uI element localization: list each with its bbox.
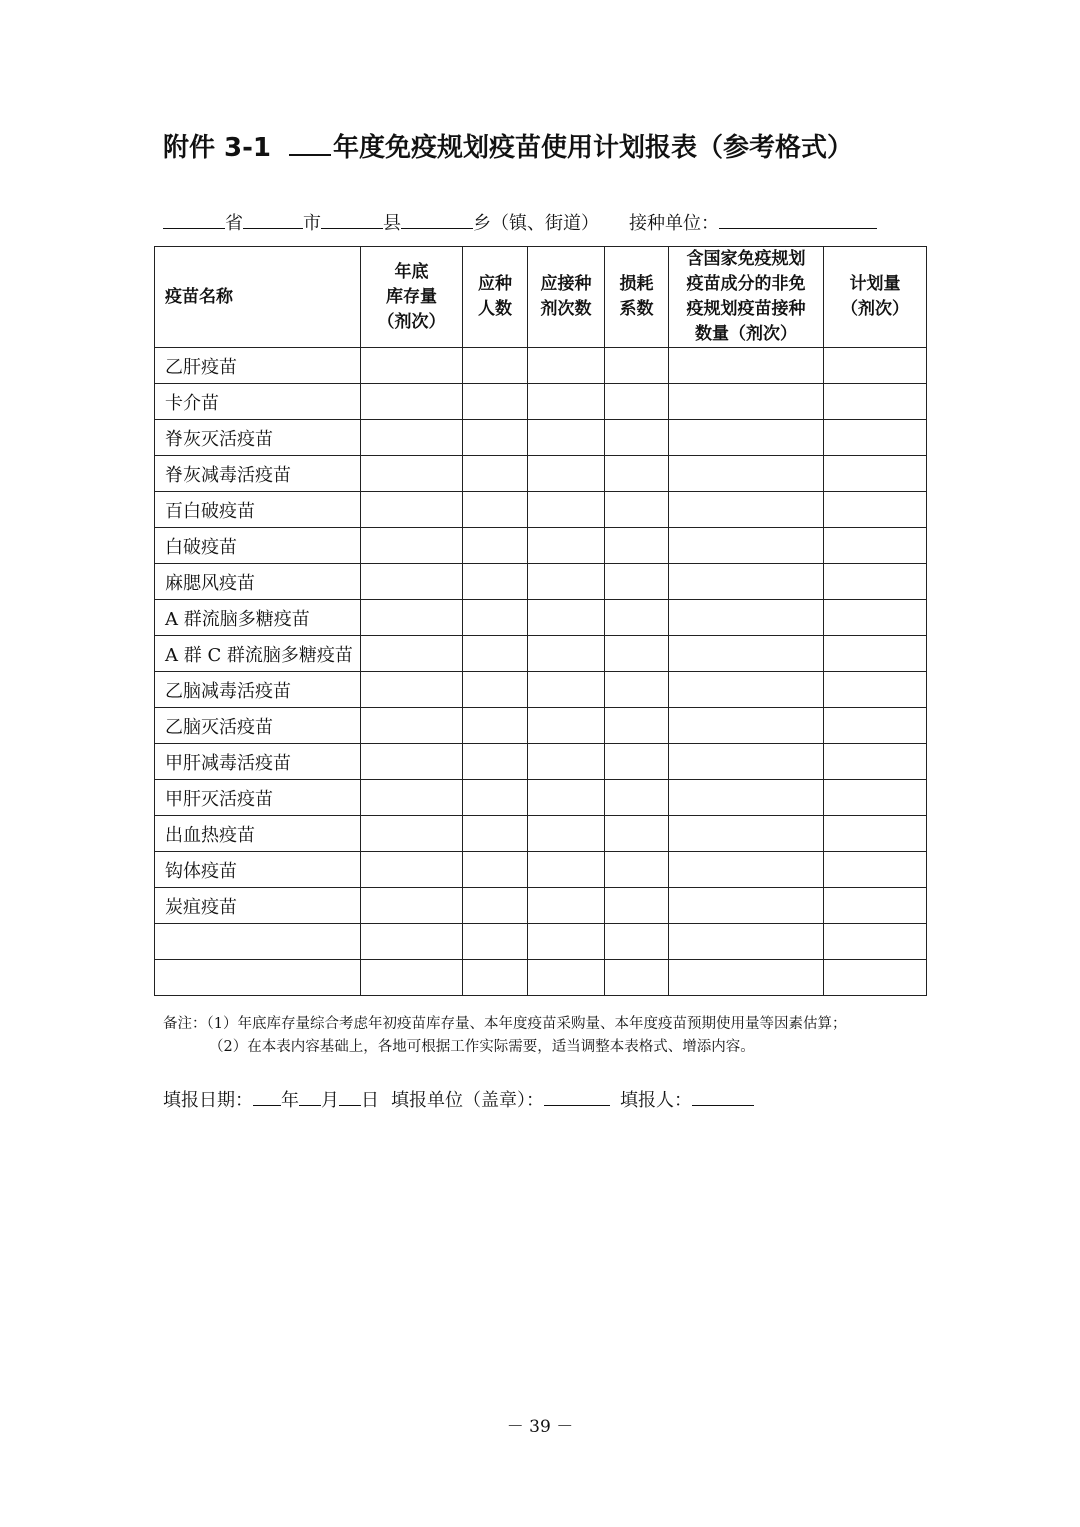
input-cell[interactable] [824, 708, 927, 744]
vaccine-name-cell: 脊灰灭活疫苗 [155, 420, 361, 456]
table-row [155, 744, 927, 780]
column-header-line: 疫规划疫苗接种 [686, 299, 806, 319]
vaccination-unit-blank [719, 208, 877, 229]
input-cell[interactable] [605, 780, 669, 816]
input-cell[interactable] [824, 456, 927, 492]
input-cell[interactable] [605, 636, 669, 672]
input-cell[interactable] [824, 816, 927, 852]
input-cell[interactable] [361, 852, 463, 888]
input-cell[interactable] [669, 672, 824, 708]
table-row [155, 492, 927, 528]
input-cell[interactable] [824, 384, 927, 420]
input-cell[interactable] [463, 852, 528, 888]
input-cell[interactable] [528, 636, 605, 672]
month-label: 月 [321, 1090, 339, 1111]
vaccine-name-cell: 百白破疫苗 [155, 492, 361, 528]
city-blank [243, 208, 303, 229]
input-cell[interactable] [463, 456, 528, 492]
column-header-line: 疫苗成分的非免 [686, 274, 806, 294]
input-cell[interactable] [463, 348, 528, 384]
town-blank [401, 208, 473, 229]
vaccine-name-cell: 乙脑减毒活疫苗 [155, 672, 361, 708]
column-header-line: 年底 [394, 261, 429, 282]
county-blank [321, 208, 383, 229]
notes [163, 1013, 846, 1059]
input-cell[interactable] [463, 564, 528, 600]
input-cell[interactable] [669, 420, 824, 456]
vaccination-unit-label: 接种单位： [629, 213, 719, 234]
column-header-line: 剂次数 [540, 299, 592, 319]
input-cell[interactable] [824, 420, 927, 456]
attachment-number: 附件 3-1 [163, 133, 272, 163]
vaccine-name-cell: 出血热疫苗 [155, 816, 361, 852]
input-cell[interactable] [528, 780, 605, 816]
input-cell[interactable] [605, 528, 669, 564]
input-cell[interactable] [824, 960, 927, 996]
input-cell[interactable] [528, 744, 605, 780]
column-header-line: 应接种 [540, 274, 592, 294]
input-cell[interactable] [463, 600, 528, 636]
vaccine-name-cell: 乙脑灭活疫苗 [155, 708, 361, 744]
input-cell[interactable] [669, 492, 824, 528]
column-header-line: 数量（剂次） [695, 324, 797, 344]
input-cell[interactable] [361, 816, 463, 852]
input-cell[interactable] [361, 708, 463, 744]
input-cell[interactable] [361, 384, 463, 420]
county-label: 县 [383, 213, 401, 234]
table-row [155, 672, 927, 708]
year-blank-field [253, 1085, 281, 1106]
input-cell[interactable] [361, 744, 463, 780]
input-cell[interactable] [361, 492, 463, 528]
vaccine-name-cell: 卡介苗 [155, 384, 361, 420]
input-cell[interactable] [463, 492, 528, 528]
table-row [155, 564, 927, 600]
input-cell[interactable] [824, 780, 927, 816]
input-cell[interactable] [528, 600, 605, 636]
input-cell[interactable] [361, 672, 463, 708]
column-header [824, 247, 927, 348]
input-cell[interactable] [528, 816, 605, 852]
input-cell[interactable] [528, 924, 605, 960]
table-row [155, 384, 927, 420]
input-cell[interactable] [361, 780, 463, 816]
column-header [528, 247, 605, 348]
table-row [155, 600, 927, 636]
input-cell[interactable] [669, 384, 824, 420]
input-cell[interactable] [361, 456, 463, 492]
input-cell[interactable] [669, 600, 824, 636]
input-cell[interactable] [463, 780, 528, 816]
input-cell[interactable] [528, 960, 605, 996]
note-1: 备注：（1）年底库存量综合考虑年初疫苗库存量、本年度疫苗采购量、本年度疫苗预期使用量等因素估算； [163, 1016, 847, 1032]
vaccine-name-cell: 白破疫苗 [155, 528, 361, 564]
table-row [155, 348, 927, 384]
vaccine-name-cell [155, 960, 361, 996]
input-cell[interactable] [528, 888, 605, 924]
input-cell[interactable] [605, 924, 669, 960]
province-label: 省 [225, 213, 243, 234]
vaccine-name-cell: 甲肝减毒活疫苗 [155, 744, 361, 780]
fill-in-line [163, 1085, 754, 1115]
input-cell[interactable] [669, 636, 824, 672]
fill-person-label: 填报人： [620, 1090, 692, 1111]
year-blank [289, 128, 331, 156]
column-header-line: 计划量 [849, 274, 901, 294]
page-title [163, 128, 853, 168]
input-cell[interactable] [528, 456, 605, 492]
input-cell[interactable] [605, 384, 669, 420]
input-cell[interactable] [605, 348, 669, 384]
input-cell[interactable] [528, 420, 605, 456]
vaccine-name-cell: 炭疽疫苗 [155, 888, 361, 924]
month-blank-field [299, 1085, 321, 1106]
column-header-line: 人数 [478, 299, 512, 319]
input-cell[interactable] [605, 816, 669, 852]
table-row [155, 636, 927, 672]
column-header [361, 247, 463, 348]
fill-unit-label: 填报单位（盖章）： [391, 1090, 544, 1111]
input-cell[interactable] [463, 528, 528, 564]
title-text: 年度免疫规划疫苗使用计划报表（参考格式） [333, 133, 854, 163]
input-cell[interactable] [605, 456, 669, 492]
column-header [669, 247, 824, 348]
input-cell[interactable] [669, 348, 824, 384]
input-cell[interactable] [669, 852, 824, 888]
input-cell[interactable] [605, 672, 669, 708]
input-cell[interactable] [824, 600, 927, 636]
input-cell[interactable] [824, 744, 927, 780]
input-cell[interactable] [463, 960, 528, 996]
input-cell[interactable] [463, 924, 528, 960]
input-cell[interactable] [528, 492, 605, 528]
day-blank-field [339, 1085, 361, 1106]
table-row [155, 780, 927, 816]
table-row [155, 420, 927, 456]
input-cell[interactable] [361, 564, 463, 600]
input-cell[interactable] [605, 852, 669, 888]
input-cell[interactable] [528, 348, 605, 384]
table-row [155, 888, 927, 924]
region-line [163, 208, 877, 238]
input-cell[interactable] [824, 672, 927, 708]
input-cell[interactable] [669, 780, 824, 816]
input-cell[interactable] [824, 924, 927, 960]
vaccine-name-cell: 甲肝灭活疫苗 [155, 780, 361, 816]
input-cell[interactable] [528, 384, 605, 420]
province-blank [163, 208, 225, 229]
input-cell[interactable] [824, 348, 927, 384]
input-cell[interactable] [605, 744, 669, 780]
column-header [463, 247, 528, 348]
fill-unit-blank [544, 1085, 610, 1106]
column-header [605, 247, 669, 348]
table-row [155, 708, 927, 744]
input-cell[interactable] [463, 888, 528, 924]
input-cell[interactable] [361, 960, 463, 996]
table-row [155, 960, 927, 996]
input-cell[interactable] [361, 636, 463, 672]
input-cell[interactable] [463, 420, 528, 456]
vaccine-name-cell: 麻腮风疫苗 [155, 564, 361, 600]
input-cell[interactable] [669, 528, 824, 564]
input-cell[interactable] [463, 744, 528, 780]
table-row [155, 852, 927, 888]
input-cell[interactable] [528, 528, 605, 564]
town-label: 乡（镇、街道） [473, 213, 599, 234]
vaccine-name-cell: A 群流脑多糖疫苗 [155, 600, 361, 636]
input-cell[interactable] [605, 492, 669, 528]
input-cell[interactable] [463, 636, 528, 672]
input-cell[interactable] [669, 924, 824, 960]
column-header-line: 损耗 [619, 274, 654, 294]
input-cell[interactable] [824, 636, 927, 672]
input-cell[interactable] [361, 348, 463, 384]
input-cell[interactable] [361, 924, 463, 960]
input-cell[interactable] [528, 708, 605, 744]
fill-date-label: 填报日期： [163, 1090, 253, 1111]
city-label: 市 [303, 213, 321, 234]
input-cell[interactable] [528, 564, 605, 600]
column-header-line: 疫苗名称 [165, 286, 233, 307]
table-row [155, 816, 927, 852]
column-header-line: 应种 [478, 274, 512, 294]
column-header-line: 库存量 [386, 286, 437, 307]
input-cell[interactable] [361, 528, 463, 564]
input-cell[interactable] [669, 744, 824, 780]
input-cell[interactable] [361, 888, 463, 924]
input-cell[interactable] [605, 888, 669, 924]
input-cell[interactable] [605, 708, 669, 744]
fill-person-blank [692, 1085, 754, 1106]
column-header [155, 247, 361, 348]
day-label: 日 [361, 1090, 379, 1111]
input-cell[interactable] [669, 564, 824, 600]
input-cell[interactable] [669, 888, 824, 924]
column-header-line: 系数 [619, 299, 654, 319]
table-row [155, 456, 927, 492]
input-cell[interactable] [605, 600, 669, 636]
input-cell[interactable] [824, 492, 927, 528]
table-header-row [155, 247, 927, 348]
input-cell[interactable] [528, 852, 605, 888]
vaccine-name-cell: 钩体疫苗 [155, 852, 361, 888]
input-cell[interactable] [605, 564, 669, 600]
vaccine-name-cell: 脊灰减毒活疫苗 [155, 456, 361, 492]
input-cell[interactable] [463, 708, 528, 744]
input-cell[interactable] [824, 564, 927, 600]
column-header-line: （剂次） [841, 299, 909, 319]
table-row [155, 924, 927, 960]
input-cell[interactable] [463, 384, 528, 420]
table-row [155, 528, 927, 564]
year-label: 年 [281, 1090, 299, 1111]
input-cell[interactable] [669, 456, 824, 492]
page-number: － 39 － [506, 1417, 574, 1437]
input-cell[interactable] [824, 888, 927, 924]
input-cell[interactable] [361, 420, 463, 456]
column-header-line: （剂次） [377, 311, 446, 332]
input-cell[interactable] [605, 420, 669, 456]
input-cell[interactable] [669, 960, 824, 996]
input-cell[interactable] [824, 852, 927, 888]
column-header-line: 含国家免疫规划 [686, 249, 806, 269]
input-cell[interactable] [824, 528, 927, 564]
input-cell[interactable] [463, 672, 528, 708]
input-cell[interactable] [669, 708, 824, 744]
input-cell[interactable] [361, 600, 463, 636]
input-cell[interactable] [463, 816, 528, 852]
note-2: （2）在本表内容基础上，各地可根据工作实际需要，适当调整本表格式、增添内容。 [209, 1039, 755, 1055]
vaccine-name-cell [155, 924, 361, 960]
vaccine-plan-table [154, 246, 927, 996]
input-cell[interactable] [528, 672, 605, 708]
input-cell[interactable] [605, 960, 669, 996]
vaccine-name-cell: A 群 C 群流脑多糖疫苗 [155, 636, 361, 672]
vaccine-name-cell: 乙肝疫苗 [155, 348, 361, 384]
input-cell[interactable] [669, 816, 824, 852]
